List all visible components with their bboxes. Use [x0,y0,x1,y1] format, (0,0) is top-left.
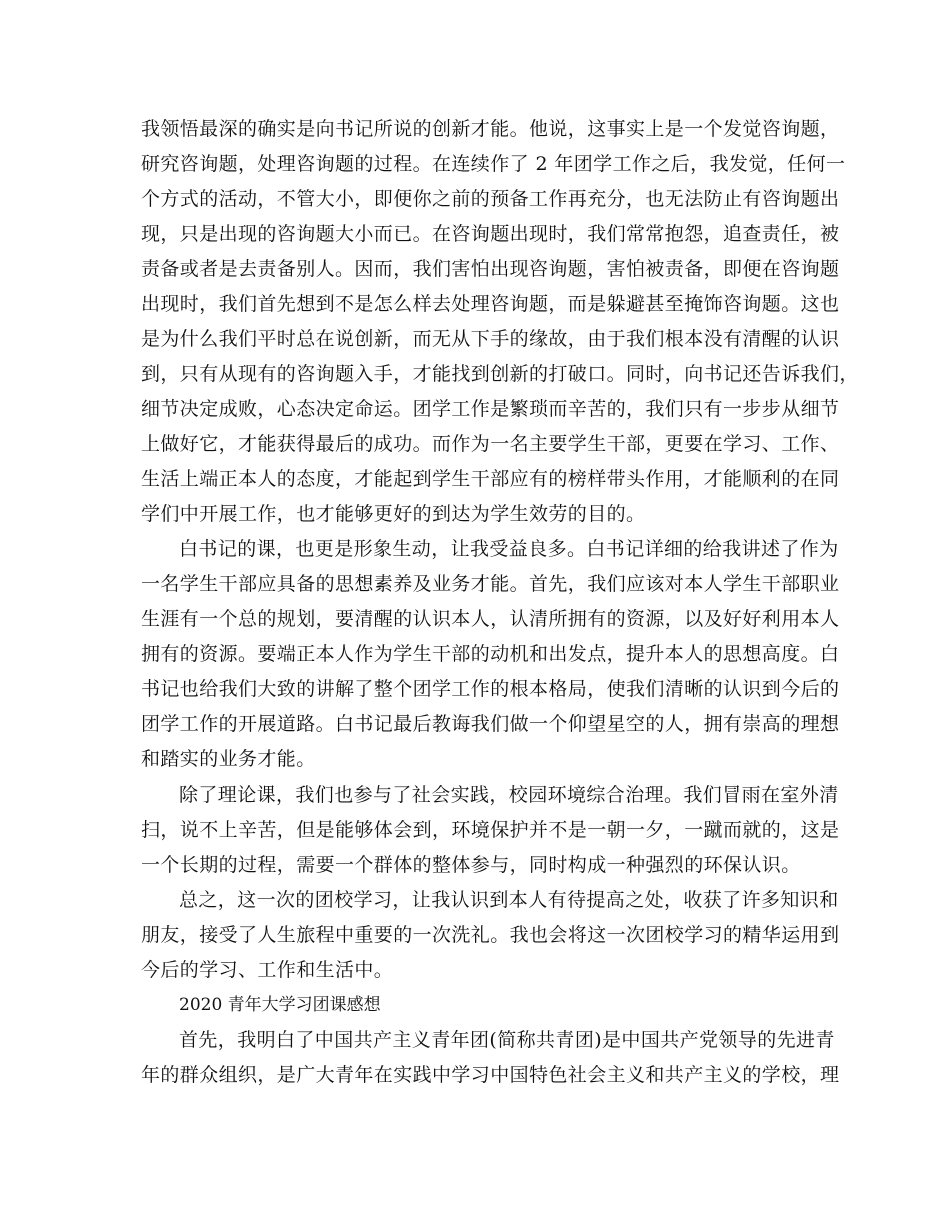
section-heading: 2020 青年大学习团课感想 [179,995,381,1015]
text-line: 除了理论课，我们也参与了社会实践，校园环境综合治理。我们冒雨在室外清 [179,784,839,806]
text-line: 年的群众组织，是广大青年在实践中学习中国特色社会主义和共产主义的学校，理 [141,1064,840,1086]
text-line: 今后的学习、工作和生活中。 [141,959,394,981]
text-line: 上做好它，才能获得最后的成功。而作为一名主要学生干部，更要在学习、工作、 [141,433,840,455]
text-line: 白书记的课，也更是形象生动，让我受益良多。白书记详细的给我讲述了作为 [179,538,839,560]
text-line: 出现时，我们首先想到不是怎么样去处理咨询题，而是躲避甚至掩饰咨询题。这也 [141,293,840,315]
text-line: 我领悟最深的确实是向书记所说的创新才能。他说，这事实上是一个发觉咨询题， [141,118,840,140]
text-line: 生活上端正本人的态度，才能起到学生干部应有的榜样带头作用，才能顺利的在同 [141,468,840,490]
text-line: 扫，说不上辛苦，但是能够体会到，环境保护并不是一朝一夕，一蹴而就的，这是 [141,819,840,841]
text-line: 现，只是出现的咨询题大小而已。在咨询题出现时，我们常常抱怨，追查责任，被 [141,223,840,245]
text-line: 朋友，接受了人生旅程中重要的一次洗礼。我也会将这一次团校学习的精华运用到 [141,924,840,946]
text-line: 总之，这一次的团校学习，让我认识到本人有待提高之处，收获了许多知识和 [179,889,839,911]
text-line: 书记也给我们大致的讲解了整个团学工作的根本格局，使我们清晰的认识到今后的 [141,678,840,700]
text-line: 责备或者是去责备别人。因而，我们害怕出现咨询题，害怕被责备，即便在咨询题 [141,258,840,280]
text-line: 和踏实的业务才能。 [141,748,316,770]
text-line: 生涯有一个总的规划，要清醒的认识本人，认清所拥有的资源，以及好好利用本人 [141,608,840,630]
text-line: 研究咨询题，处理咨询题的过程。在连续作了 2 年团学工作之后，我发觉，任何一 [141,153,846,175]
text-line: 一个长期的过程，需要一个群体的整体参与，同时构成一种强烈的环保认识。 [141,854,801,876]
text-line: 个方式的活动，不管大小，即便你之前的预备工作再充分，也无法防止有咨询题出 [141,188,840,210]
text-line: 首先，我明白了中国共产主义青年团(简称共青团)是中国共产党领导的先进青 [179,1029,835,1051]
text-line: 细节决定成败，心态决定命运。团学工作是繁琐而辛苦的，我们只有一步步从细节 [141,398,840,420]
text-line: 一名学生干部应具备的思想素养及业务才能。首先，我们应该对本人学生干部职业 [141,573,840,595]
text-line: 团学工作的开展道路。白书记最后教诲我们做一个仰望星空的人，拥有崇高的理想 [141,713,840,735]
text-line: 是为什么我们平时总在说创新，而无从下手的缘故，由于我们根本没有清醒的认识 [141,328,840,350]
text-line: 学们中开展工作，也才能够更好的到达为学生效劳的目的。 [141,503,646,525]
text-line: 到，只有从现有的咨询题入手，才能找到创新的打破口。同时，向书记还告诉我们， [141,363,859,385]
text-line: 拥有的资源。要端正本人作为学生干部的动机和出发点，提升本人的思想高度。白 [141,643,840,665]
